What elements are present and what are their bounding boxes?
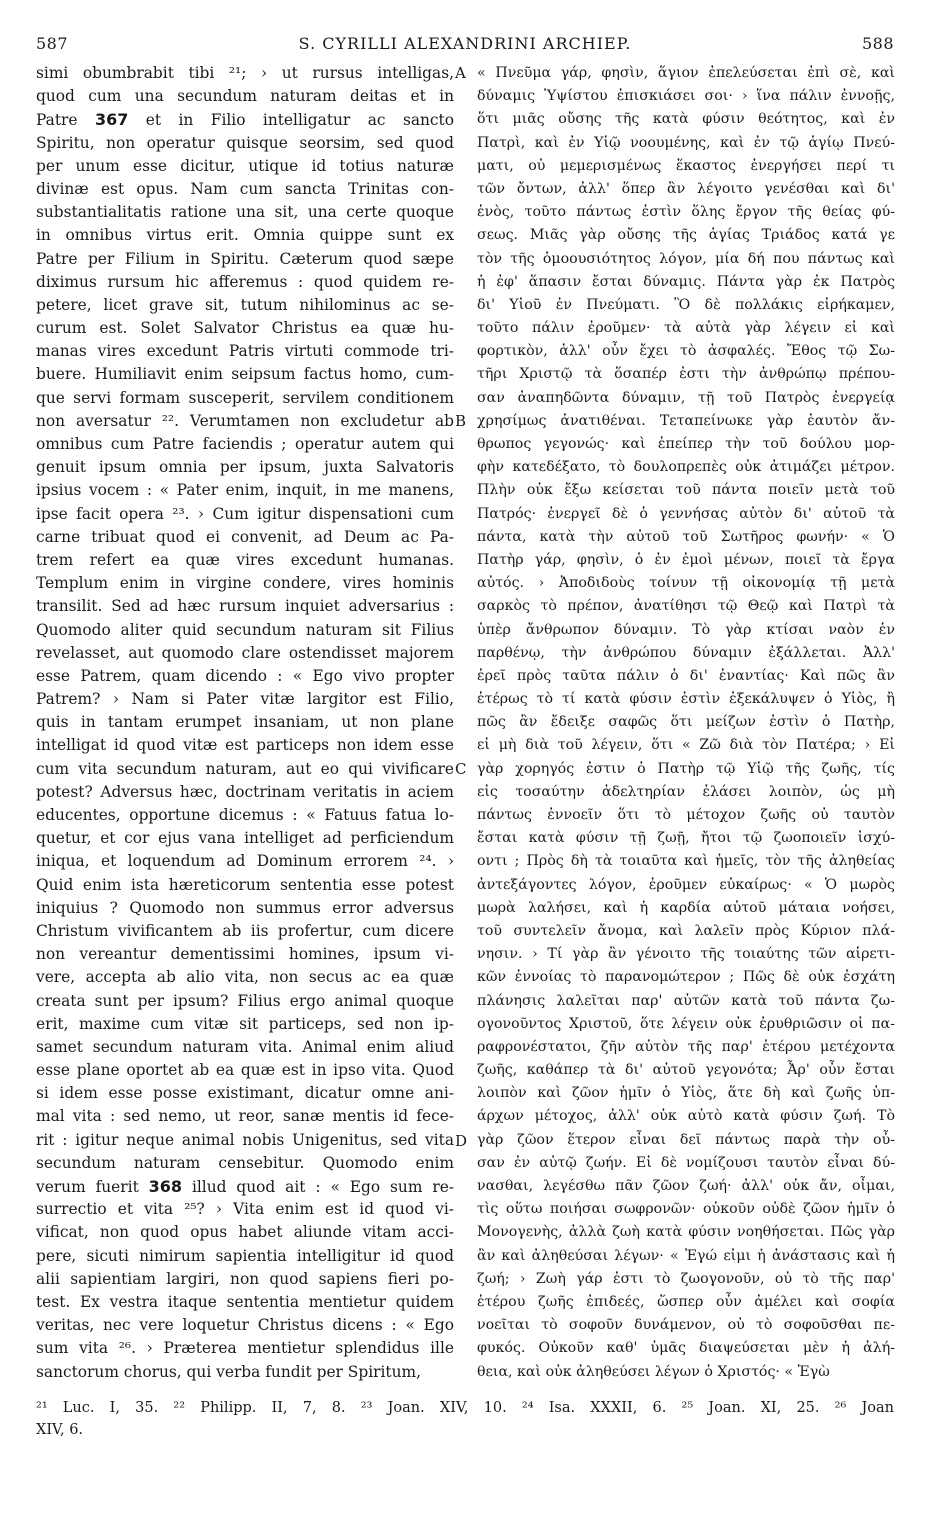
page-number-left: 587 (36, 34, 69, 53)
text-line: ὑπὲρ ἄνθρωπον δύναμιν. Τὸ γὰρ κτίσαι ναὸν ἐν (477, 621, 895, 638)
text-line: ἑτέρως τὸ τί κατὰ φύσιν ἐστὶν ἐξεκάλυψεν ὁ Υἱὸς, ἢ (477, 691, 895, 708)
text-line: potest? Adversus hæc, doctrinam veritatis in aciem (36, 782, 454, 801)
page-header (36, 34, 894, 58)
text-line: ipse facit opera ²³. › Cum igitur dispensationi cum (36, 504, 454, 523)
text-line: νησιν. › Τί γὰρ ἂν γένοιτο τῆς τοιαύτης τῶν αἱρετι- (477, 946, 895, 963)
column-number: 367 (94, 110, 129, 130)
text-line: ἂν καὶ ἀληθεύσαι λέγων· « Ἐγώ εἰμι ἡ ἀνάστασις καὶ ἡ (477, 1247, 895, 1264)
footnote-line: XIV, 6. (36, 1422, 84, 1438)
text-line: vere, accepta ab alio vita, non secus ac ea quæ (36, 968, 454, 987)
text-line: φορτικὸν, ἀλλ' οὖν ἔχει τὸ ἀσφαλές. Ἔθος τῷ Σω- (477, 343, 895, 360)
text-line: vificat, non quod opus habet aliunde vitam acci- (36, 1223, 454, 1242)
text-line: iniquius ? Quomodo non summus error adversus (36, 898, 454, 917)
text-line: si idem esse posse existimant, dicatur omne ani- (36, 1084, 454, 1103)
text-line: τῆρι Χριστῷ τὰ ὅσαπέρ ἐστι τὴν ἀνθρώπῳ πρέπου- (477, 366, 895, 383)
text-line: οντι ; Πρὸς δὴ τὰ τοιαῦτα καὶ ἡμεῖς, τὸν τῆς ἀληθείας (477, 853, 895, 870)
text-line: εἰς τοσαύτην ἀδελτηρίαν ἐλάσει λοιπὸν, ὡς μὴ (477, 783, 895, 800)
text-line: Patre 367 et in Filio intelligatur ac sancto (36, 110, 454, 130)
text-line: divinæ est opus. Nam cum sancta Trinitas con- (36, 179, 454, 198)
text-line: erit, maxime cum vitæ sit particeps, sed non ip- (36, 1014, 454, 1033)
text-line: γὰρ χορηγός ἐστιν ὁ Πατὴρ τῷ Υἱῷ τῆς ζωῆς, τίς (477, 760, 895, 777)
text-line: ραφρονέστατοι, ζῆν αὐτὸν τῆς παρ' ἑτέρου μετέχοντα (477, 1038, 895, 1055)
text-line: μωρὰ λαλήσει, καὶ ἡ καρδία αὐτοῦ μάταια νοήσει, (477, 899, 895, 916)
text-line: Πατὴρ γάρ, φησὶν, ὁ ἐν ἐμοὶ μένων, ποιεῖ τὰ ἔργα (477, 551, 895, 568)
text-line: νασθαι, λεγέσθω πᾶν ζῶον ζωή· ἀλλ' οὐκ ἄν, οἶμαι, (477, 1178, 895, 1194)
margin-marker: B (455, 412, 467, 430)
text-line: intelligat id quod vitæ est particeps non idem esse (36, 736, 454, 755)
text-line: σεως. Μιᾶς γὰρ οὔσης τῆς ἁγίας Τριάδος κατά γε (477, 227, 895, 244)
greek-column (477, 62, 895, 1384)
text-line: Quomodo aliter quid secundum naturam sit Filius (36, 620, 454, 639)
text-line: σαν ἀναπηδῶντα δύναμιν, τῇ τοῦ Πατρὸς ἐνεργείᾳ (477, 389, 895, 406)
text-line: esse Patrem, quam dicendo : « Ego vivo propter (36, 666, 454, 685)
text-line: revelasset, aut quomodo clare ostendisset majorem (36, 643, 454, 662)
text-line: πλάνησις λαλεῖται παρ' αὐτῶν κατὰ τοῦ πάντα ζω- (477, 992, 895, 1009)
text-line: θεια, καὶ οὐκ ἀληθεύσει λέγων ὁ Χριστός· « Ἐγὼ (477, 1363, 830, 1380)
text-line: άρχων μέτοχος, ἀλλ' οὐκ αὐτὸ κατὰ φύσιν ζωή. Τὸ (477, 1108, 895, 1125)
text-line: τὶς οὕτω ποιήσαι σωφρονῶν· οὐκοῦν οὐδὲ ζῶον ἡμῖν ὁ (477, 1201, 895, 1218)
text-line: verum fuerit 368 illud quod ait : « Ego sum re- (36, 1177, 454, 1196)
text-line: trem refert ea quæ vires excedunt humanas. (36, 550, 454, 569)
text-line: surrectio et vita ²⁵? › Vita enim est id quod vi- (36, 1200, 454, 1219)
text-line: petere, licet grave sit, tutum nihilominus ac se- (36, 295, 454, 314)
text-line: Patrem? › Nam si Pater vitæ largitor est Filio, (36, 690, 454, 709)
text-line: ζωή; › Ζωὴ γάρ ἐστι τὸ ζωογονοῦν, οὐ τὸ τῆς παρ' (477, 1270, 895, 1287)
text-line: Quid enim ista hæreticorum sententia esse potest (36, 875, 454, 894)
text-line: Πατρός· ἐνεργεῖ δὲ ὁ γεννήσας αὐτὸν δι' αὐτοῦ τὰ (477, 505, 895, 522)
text-line: ἑνὸς, τοῦτο πάντως ἐστὶν ὅλης ἔργον τῆς θείας φύ- (477, 204, 895, 221)
text-line: omnibus cum Patre faciendis ; operatur autem qui (36, 435, 454, 453)
text-line: non aversatur ²². Verumtamen non excludetur ab (36, 411, 454, 430)
text-line: τοῦ συντελεῖν ἄνομα, καὶ λαλεῖν πρὸς Κύριον πλά- (477, 922, 895, 939)
text-line: carne tribuat quod ei convenit, ad Deum ac Pa- (36, 527, 454, 546)
text-line: φὴν κατεδέξατο, τὸ δουλοπρεπὲς οὐκ ἀτιμάζει μέτρον. (477, 459, 895, 476)
text-line: educentes, opportune dicemus : « Fatuus fatua lo- (36, 806, 454, 824)
text-line: rit : igitur neque animal nobis Unigenitus, sed vita (36, 1130, 454, 1149)
text-line: χρησίμως ἀνατιθέναι. Τεταπείνωκε γὰρ ἑαυτὸν ἄν- (477, 412, 895, 429)
text-line: quetur, et cor ejus vana intelliget ad perficiendum (36, 829, 454, 848)
text-line: πάντα, κατὰ τὴν αὐτοῦ τοῦ Σωτῆρος φωνήν· « Ὁ (477, 528, 895, 545)
column-number: 368 (148, 1177, 183, 1196)
text-line: buere. Humiliavit enim seipsum factus homo, cum- (36, 365, 454, 384)
text-line: ἡ ἐφ' ἅπασιν ἔσται δύναμις. Πάντα γὰρ ἐκ Πατρὸς (477, 273, 895, 290)
text-line: ἀντεξάγοντες λόγον, ἐροῦμεν εὐκαίρως· « Ὁ μωρὸς (477, 876, 895, 893)
text-line: simi obumbrabit tibi ²¹; › ut rursus intelligas, (36, 64, 454, 82)
text-line: que servi formam susceperit, servilem conditionem (36, 388, 454, 407)
text-line: σαρκὸς τὸ πρέπον, ἀνατίθησι τῷ Θεῷ καὶ Πατρὶ τὰ (477, 598, 895, 615)
margin-marker: A (455, 64, 466, 82)
text-line: secundum naturam censebitur. Quomodo enim (36, 1153, 454, 1172)
margin-marker: D (455, 1132, 468, 1150)
text-line: θρωπος γεγονώς· καὶ ἐπείπερ τὴν τοῦ δούλου μορ- (477, 436, 895, 452)
text-line: in omnibus virtus erit. Omnia quippe sunt ex (36, 226, 454, 245)
margin-marker: C (455, 760, 467, 778)
text-line: τοῦτο πάλιν ἐροῦμεν· τὰ αὐτὰ γὰρ λέγειν εἰ καὶ (477, 320, 895, 337)
text-line: creata sunt per ipsum? Filius ergo animal quoque (36, 991, 454, 1010)
text-line: Patre per Filium in Spiritu. Cæterum quod sæpe (36, 249, 454, 268)
text-line: pere, sicuti nimirum sapientia intelligitur id quod (36, 1246, 454, 1265)
text-line: γὰρ ζῶον ἕτερον εἶναι δεῖ πάντως παρὰ τὴν οὖ- (477, 1131, 895, 1148)
text-line: diximus rursum hic afferemus : quod quidem re- (36, 272, 454, 291)
text-line: esse plane oportet ab ea quæ est in ipso vita. Quod (36, 1061, 454, 1080)
text-line: αὐτός. › Ἀποδιδοὺς τοίνυν τῇ οἰκονομίᾳ τῇ μετὰ (477, 575, 895, 592)
text-line: genuit ipsum omnia per ipsum, juxta Salvatoris (36, 458, 454, 477)
text-line: veritas, nec vere loquetur Christus dicens : « Ego (36, 1316, 454, 1335)
text-line: sanctorum chorus, qui verba fundit per Spiritum, (36, 1362, 421, 1381)
text-line: φυκός. Οὐκοῦν καθ' ὑμᾶς διαψεύσεται μὲν ἡ ἀλή- (477, 1340, 895, 1357)
text-line: ματι, οὐ μεμερισμένως ἕκαστος ἐνεργήσει περί τι (477, 157, 895, 174)
text-line: λοιπὸν καὶ ζῶον ἡμῖν ὁ Υἱὸς, ἅτε δὴ καὶ ζωῆς ὑπ- (477, 1085, 895, 1102)
text-line: πάντως ἐννοεῖν ὅτι τὸ μέτοχον ζωῆς οὐ ταυτὸν (477, 807, 895, 823)
text-line: παρθένῳ, τὴν ἀνθρώπου δύναμιν ἐξάλλεται. Ἀλλ' (477, 644, 895, 661)
text-line: ζωῆς, καθάπερ τὰ δι' αὐτοῦ γεγονότα; Ἆρ' οὖν ἔσται (477, 1062, 895, 1079)
text-line: cum vita secundum naturam, aut eo qui vivificare (36, 759, 454, 778)
text-line: τῶν ὄντων, ἀλλ' ὅπερ ἂν λέγοιτο γενέσθαι καὶ δι' (477, 180, 895, 197)
text-line: ἐρεῖ πρὸς ταῦτα πάλιν ὁ δι' ἐναντίας· Καὶ πῶς ἂν (477, 667, 895, 684)
text-line: transilit. Sed ad hæc rursum inquiet adversarius : (36, 597, 454, 616)
text-line: alii sapientiam largiri, non quod sapiens fieri po- (36, 1269, 454, 1288)
text-line: Μονογενὴς, ἀλλὰ ζωὴ κατὰ φύσιν νοηθήσεται. Πῶς γὰρ (477, 1224, 895, 1241)
text-line: sum vita ²⁶. › Præterea mentietur splendidus ille (36, 1339, 454, 1358)
text-line: δύναμις Ὑψίστου ἐπισκιάσει σοι· › ἵνα πάλιν ἐννοῇς, (477, 88, 895, 105)
text-line: ὅτι μιᾶς οὔσης τῆς κατὰ φύσιν θεότητος, καὶ ἐν (477, 111, 895, 128)
latin-column (36, 62, 454, 1384)
text-line: Templum enim in virgine condere, vires hominis (36, 574, 454, 593)
text-line: ογονοῦντος Χριστοῦ, ὅτε λέγειν οὐκ ἐρυθριῶσιν οἱ πα- (477, 1015, 895, 1032)
text-line: τὸν τῆς ὁμοουσιότητος λόγον, μία δή που πάντως καὶ (477, 250, 895, 267)
text-line: δι' Υἱοῦ ἐν Πνεύματι. Ὃ δὲ πολλάκις εἰρήκαμεν, (477, 296, 895, 313)
text-line: non vereantur dementissimi homines, ipsum vi- (36, 945, 454, 964)
text-line: Spiritu, non operatur quisque seorsim, sed quod (36, 133, 454, 152)
text-line: test. Ex vestra itaque sententia mentietur quidem (36, 1292, 454, 1311)
text-line: ipsius vocem : « Pater enim, inquit, in me manens, (36, 481, 454, 500)
text-line: ἑτέρου ζωῆς ἐπιδεές, ὥσπερ οὖν ἀμέλει καὶ σοφία (477, 1293, 895, 1310)
text-line: νοεῖται τὸ σοφοῦν δυνάμενον, οὐ τὸ σοφοῦσθαι πε- (477, 1317, 895, 1334)
text-line: Πατρὶ, καὶ ἐν Υἱῷ νοουμένης, καὶ ἐν τῷ ἁγίῳ Πνεύ- (477, 134, 895, 151)
text-line: curum est. Solet Salvator Christus ea quæ hu- (36, 319, 454, 338)
text-line: quis in tantam erumpet insaniam, ut non plane (36, 713, 454, 732)
text-line: « Πνεῦμα γάρ, φησὶν, ἅγιον ἐπελεύσεται ἐπὶ σὲ, καὶ (477, 65, 895, 81)
footnotes (36, 1397, 894, 1441)
text-line: πῶς ἂν ἔδειξε σαφῶς ὅτι μείζων ἐστὶν ὁ Πατὴρ, (477, 714, 895, 731)
text-line: per unum esse dicitur, utique id totius naturæ (36, 156, 454, 175)
text-line: Christum vivificantem ab iis profertur, cum dicere (36, 921, 454, 940)
text-line: ἔσται κατὰ φύσιν τῇ ζωῇ, ἤτοι τῷ ζωοποιεῖν ἰσχύ- (477, 830, 895, 847)
text-line: σαν ἐν αὐτῷ ζωήν. Εἰ δὲ νομίζουσι ταυτὸν εἶναι δύ- (477, 1154, 895, 1171)
text-line: quod cum una secundum naturam deitas et in (36, 87, 454, 106)
text-line: κῶν ἐννοίας τὸ παρανομώτερον ; Πῶς δὲ οὐκ ἐσχάτη (477, 969, 895, 986)
running-title: S. CYRILLI ALEXANDRINI ARCHIEP. (298, 34, 632, 53)
page-number-right: 588 (861, 34, 894, 53)
text-line: manas vires excedunt Patris virtuti commode tri- (36, 342, 454, 361)
text-line: iniqua, et loquendum ad Dominum errorem ²⁴. › (36, 852, 454, 871)
text-line: samet secundum naturam vita. Animal enim aliud (36, 1037, 454, 1056)
text-line: mal vita : sed nemo, ut reor, sanæ mentis id fece- (36, 1107, 454, 1126)
text-line: substantialitatis ratione una sit, una certe quoque (36, 203, 454, 222)
footnote-line: ²¹ Luc. I, 35. ²² Philipp. II, 7, 8. ²³ Joan. XIV, 10. ²⁴ Isa. XXXII, 6. ²⁵ Joan. XI, 25. ²⁶ Joan (36, 1400, 894, 1416)
text-line: εἰ μὴ διὰ τοῦ λέγειν, ὅτι « Ζῶ διὰ τὸν Πατέρα; › Εἰ (477, 737, 895, 754)
text-line: Πλὴν οὐκ ἔξω κείσεται τοῦ πάντα ποιεῖν μετὰ τοῦ (477, 482, 895, 499)
